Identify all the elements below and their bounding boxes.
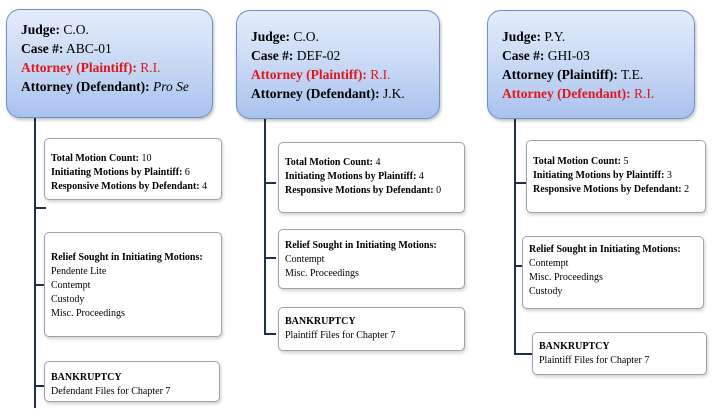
motion-counts-box-3 — [526, 140, 706, 213]
relief-item: Contempt — [529, 258, 569, 269]
motion-counts-box-2 — [278, 142, 465, 213]
bankruptcy-box-2 — [278, 307, 465, 351]
bankruptcy-text: Defendant Files for Chapter 7 — [51, 386, 171, 397]
relief-item: Contempt — [51, 280, 91, 291]
case-header-1 — [6, 9, 213, 118]
judge-row: Judge: C.O. — [21, 22, 89, 37]
defendant-attorney-row: Attorney (Defendant): J.K. — [251, 86, 405, 101]
judge-row: Judge: C.O. — [251, 29, 319, 44]
bankruptcy-text: Plaintiff Files for Chapter 7 — [539, 355, 650, 366]
case-header-3 — [487, 10, 695, 119]
total-motion-count: Total Motion Count: 10 — [51, 153, 152, 164]
case-number-row: Case #: DEF-02 — [251, 48, 341, 63]
connector-case-1-trunk — [34, 115, 36, 408]
relief-item: Misc. Proceedings — [529, 272, 603, 283]
initiating-motions: Initiating Motions by Plaintiff: 3 — [533, 170, 672, 181]
motion-counts-box-1 — [44, 138, 222, 200]
case-number-row: Case #: ABC-01 — [21, 41, 112, 56]
relief-title: Relief Sought in Initiating Motions: — [285, 240, 437, 251]
connector-case-2-bankruptcy — [264, 333, 276, 335]
bankruptcy-box-3 — [532, 332, 707, 375]
connector-case-1-counts — [34, 207, 46, 209]
judge-row: Judge: P.Y. — [502, 29, 566, 44]
relief-item: Misc. Proceedings — [51, 308, 125, 319]
defendant-attorney-row: Attorney (Defendant): Pro Se — [21, 79, 189, 94]
relief-title: Relief Sought in Initiating Motions: — [51, 252, 203, 263]
bankruptcy-title: BANKRUPTCY — [51, 372, 122, 383]
responsive-motions: Responsive Motions by Defendant: 2 — [533, 184, 690, 195]
plaintiff-attorney-row: Attorney (Plaintiff): R.I. — [251, 67, 391, 82]
connector-case-2-relief — [264, 257, 276, 259]
relief-item: Misc. Proceedings — [285, 268, 359, 279]
total-motion-count: Total Motion Count: 5 — [533, 156, 629, 167]
bankruptcy-title: BANKRUPTCY — [285, 316, 356, 327]
defendant-attorney-row: Attorney (Defendant): R.I. — [502, 86, 655, 101]
responsive-motions: Responsive Motions by Defendant: 4 — [51, 181, 208, 192]
relief-item: Custody — [529, 286, 563, 297]
relief-sought-box-1 — [44, 232, 222, 337]
case-header-2 — [236, 10, 440, 119]
relief-item: Contempt — [285, 254, 325, 265]
connector-case-2-counts — [264, 182, 276, 184]
initiating-motions: Initiating Motions by Plaintiff: 6 — [51, 167, 190, 178]
connector-case-3-bankruptcy — [514, 353, 532, 355]
bankruptcy-box-1 — [44, 361, 220, 402]
bankruptcy-text: Plaintiff Files for Chapter 7 — [285, 330, 396, 341]
case-number-row: Case #: GHI-03 — [502, 48, 590, 63]
relief-sought-box-2 — [278, 229, 465, 289]
plaintiff-attorney-row: Attorney (Plaintiff): R.I. — [21, 60, 161, 75]
connector-case-3-trunk — [514, 115, 516, 355]
connector-case-2-trunk — [264, 115, 266, 335]
relief-sought-box-3 — [522, 236, 704, 309]
bankruptcy-title: BANKRUPTCY — [539, 341, 610, 352]
responsive-motions: Responsive Motions by Defendant: 0 — [285, 185, 442, 196]
plaintiff-attorney-row: Attorney (Plaintiff): T.E. — [502, 67, 644, 82]
connector-case-3-counts — [514, 182, 526, 184]
relief-item: Pendente Lite — [51, 266, 107, 277]
relief-title: Relief Sought in Initiating Motions: — [529, 244, 681, 255]
relief-item: Custody — [51, 294, 85, 305]
initiating-motions: Initiating Motions by Plaintiff: 4 — [285, 171, 424, 182]
total-motion-count: Total Motion Count: 4 — [285, 157, 381, 168]
